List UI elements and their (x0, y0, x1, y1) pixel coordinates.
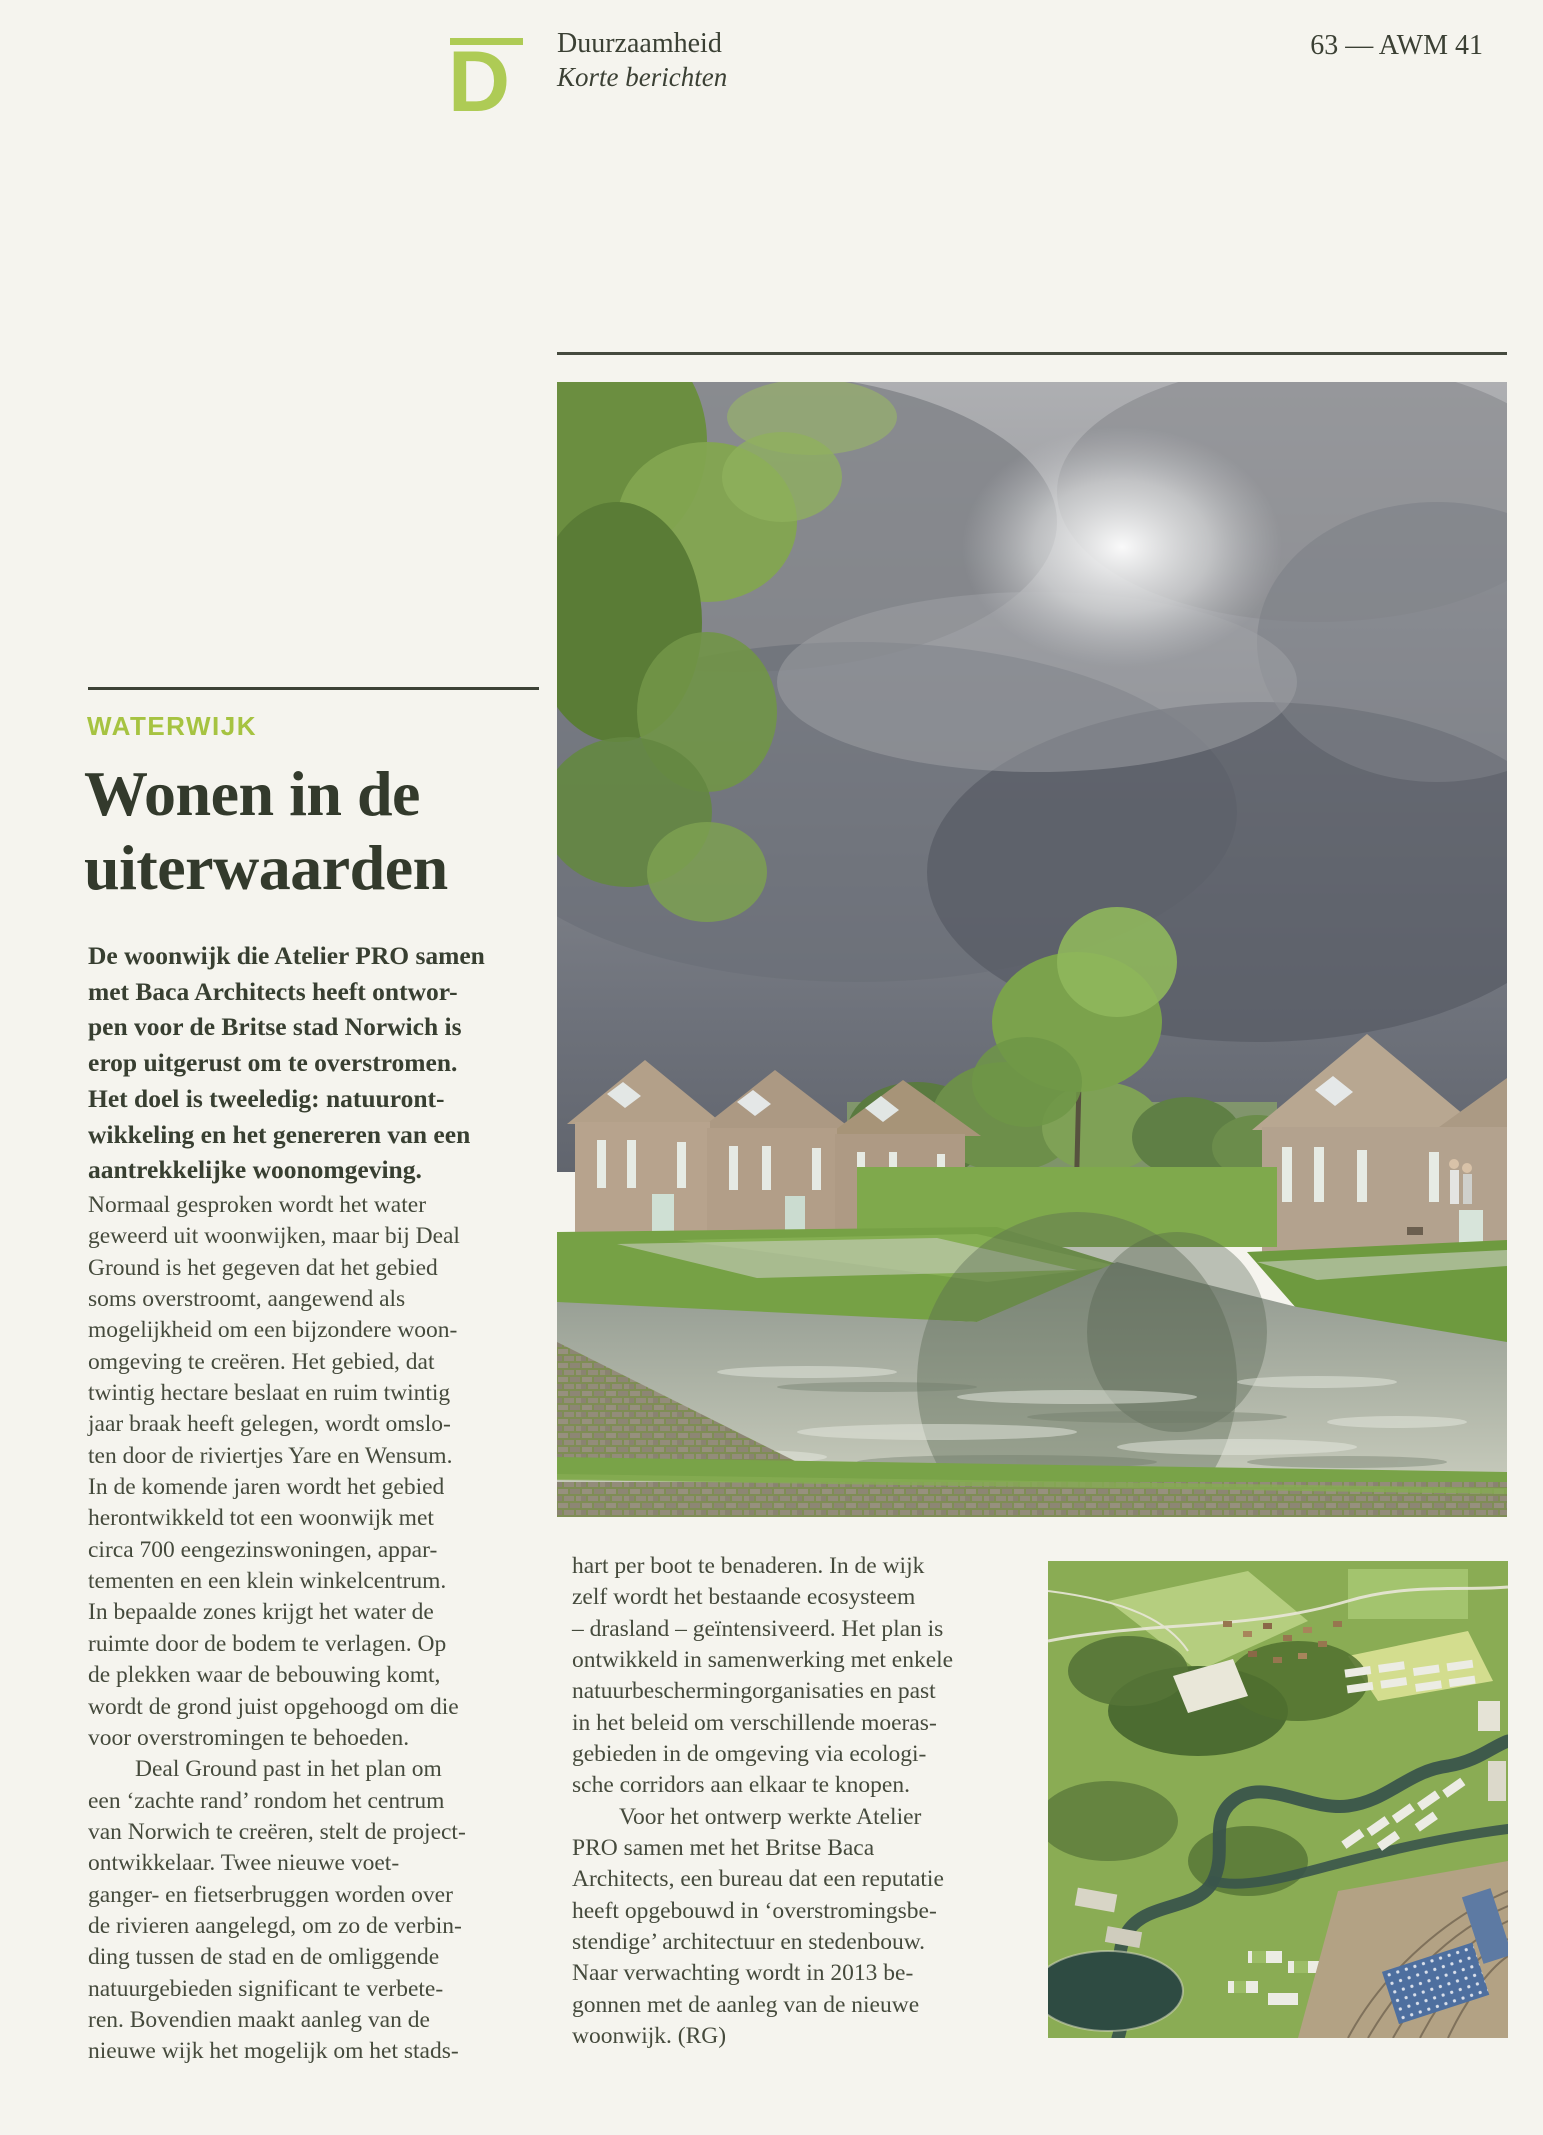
body-line: wordt de grond juist opgehoogd om die (88, 1693, 459, 1720)
title-line-2: uiterwaarden (84, 832, 448, 903)
body-line: In de komende jaren wordt het gebied (88, 1474, 445, 1501)
body-line: ruimte door de bodem te verlagen. Op (88, 1630, 447, 1657)
body-line: stendige’ architectuur en stedenbouw. (572, 1929, 926, 1956)
body-line: ganger- en fietserbruggen worden over (88, 1881, 453, 1908)
body-line: ren. Bovendien maakt aanleg van de (88, 2006, 430, 2033)
photo-top-rule (557, 352, 1507, 355)
body-line: jaar braak heeft gelegen, wordt omslo- (88, 1411, 451, 1438)
body-line: herontwikkeld tot een woonwijk met (88, 1505, 434, 1532)
body-line: In bepaalde zones krijgt het water de (88, 1599, 434, 1626)
body-line: – drasland – geïntensiveerd. Het plan is (572, 1615, 944, 1642)
body-line: heeft opgebouwd in ‘overstromingsbe- (572, 1897, 937, 1924)
body-line: hart per boot te benaderen. In de wijk (572, 1553, 925, 1579)
body-line: zelf wordt het bestaande ecosysteem (572, 1584, 916, 1611)
body-line: de rivieren aangelegd, om zo de verbin- (88, 1912, 462, 1939)
body-line: Architects, een bureau dat een reputatie (572, 1866, 944, 1893)
body-line: van Norwich te creëren, stelt de project- (88, 1818, 466, 1845)
article-kicker: WATERWIJK (87, 711, 257, 741)
body-line: gebieden in de omgeving via ecologi- (572, 1741, 927, 1768)
body-line: voor overstromingen te behoeden. (88, 1724, 410, 1751)
body-line: Normaal gesproken wordt het water (88, 1192, 427, 1218)
body-line: ontwikkeld in samenwerking met enkele (572, 1647, 954, 1674)
intro-line: De woonwijk die Atelier PRO samen (88, 941, 485, 970)
intro-line: erop uitgerust om te overstromen. (88, 1048, 458, 1078)
body-column-1 (88, 1190, 540, 2068)
body-line: Voor het ontwerp werkte Atelier (572, 1803, 922, 1830)
body-column-2 (572, 1551, 1018, 2053)
body-line: Deal Ground past in het plan om (88, 1756, 442, 1783)
body-line: twintig hectare beslaat en ruim twintig (88, 1380, 451, 1407)
article-title (84, 757, 554, 905)
kicker-rule (88, 687, 539, 690)
body-line: ding tussen de stad en de omliggende (88, 1944, 440, 1971)
intro-line: Het doel is tweeledig: natuuront- (88, 1083, 445, 1113)
body-line: sche corridors aan elkaar te knopen. (572, 1772, 910, 1799)
body-line: circa 700 eengezinswoningen, appar- (88, 1536, 438, 1563)
section-title: Duurzaamheid (557, 28, 722, 59)
article-intro (88, 938, 540, 1188)
body-line: omgeving te creëren. Het gebied, dat (88, 1348, 435, 1375)
aerial-photo (1048, 1561, 1508, 2038)
intro-line: aantrekkelijke woonomgeving. (88, 1155, 422, 1185)
logo-letter: D (448, 34, 511, 130)
body-line: gonnen met de aanleg van de nieuwe (572, 1991, 920, 2018)
body-line: ontwikkelaar. Twee nieuwe voet- (88, 1850, 400, 1877)
body-line: een ‘zachte rand’ rondom het centrum (88, 1787, 445, 1814)
body-line: mogelijkheid om een bijzondere woon- (88, 1317, 458, 1344)
body-line: nieuwe wijk het mogelijk om het stads- (88, 2038, 459, 2065)
body-line: natuurbeschermingorganisaties en past (572, 1678, 936, 1705)
intro-line: pen voor de Britse stad Norwich is (88, 1012, 462, 1042)
body-line: de plekken waar de bebouwing komt, (88, 1662, 441, 1689)
body-line: PRO samen met het Britse Baca (572, 1835, 875, 1862)
body-line: natuurgebieden significant te verbete- (88, 1975, 444, 2002)
intro-line: wikkeling en het genereren van een (88, 1119, 471, 1149)
body-line: ten door de riviertjes Yare en Wensum. (88, 1442, 453, 1469)
main-render-photo (557, 382, 1507, 1517)
body-line: tementen en een klein winkelcentrum. (88, 1568, 447, 1595)
body-line: geweerd uit woonwijken, maar bij Deal (88, 1223, 460, 1250)
title-line-1: Wonen in de (84, 758, 420, 829)
section-subtitle: Korte berichten (557, 62, 728, 92)
body-line: in het beleid om verschillende moeras- (572, 1709, 937, 1736)
body-line: Naar verwachting wordt in 2013 be- (572, 1960, 914, 1987)
body-line: soms overstroomt, aangewend als (88, 1286, 406, 1313)
sun-glow (962, 427, 1282, 667)
intro-line: met Baca Architects heeft ontwor- (88, 976, 458, 1006)
body-line: Ground is het gegeven dat het gebied (88, 1254, 438, 1281)
page-number: 63 — AWM 41 (1310, 30, 1483, 61)
body-line: woonwijk. (RG) (572, 2023, 727, 2050)
